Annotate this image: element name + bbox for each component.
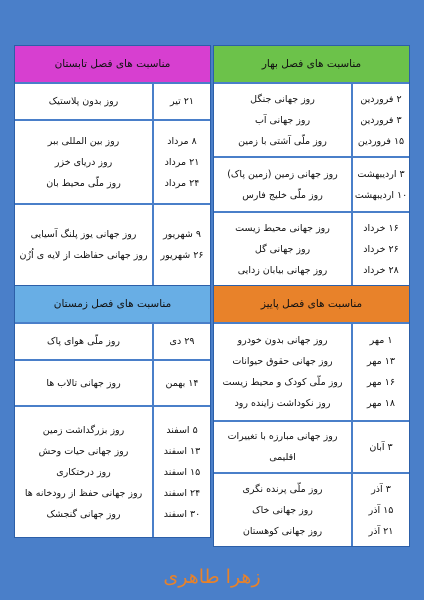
- event-text: روز بزرگداشت زمین: [42, 424, 125, 436]
- event-text: روز جهانی گنجشک: [46, 508, 121, 520]
- event-text: روز جهانی جنگل: [250, 93, 315, 105]
- date-text: ۹ شهریور: [163, 229, 201, 240]
- event-text: روز ملّی پرنده نگری: [242, 483, 323, 495]
- summer-header: مناسبت های فصل تابستان: [15, 46, 210, 84]
- date-text: ۲۸ خرداد: [363, 264, 399, 276]
- date-text: ۱۵ فروردین: [357, 135, 405, 147]
- date-text: ۳۰ اسفند: [163, 508, 201, 520]
- autumn-header: مناسبت های فصل پاییز: [214, 286, 409, 324]
- table-row: [15, 84, 210, 121]
- table-row: [214, 213, 409, 285]
- table-row: [15, 205, 210, 285]
- event-text: روز جهانی آب: [254, 114, 311, 126]
- event-cell: [214, 474, 351, 546]
- event-text: روز جهانی زمین (زمین پاک): [227, 168, 338, 180]
- date-text: ۱ مهر: [369, 335, 393, 346]
- date-cell: [152, 205, 210, 285]
- date-text: ۱۵ آذر: [368, 504, 394, 516]
- event-cell: [214, 213, 351, 285]
- date-text: ۱۸ مهر: [367, 398, 395, 409]
- event-cell: [15, 324, 152, 359]
- event-text: روز جهانی حقوق حیوانات: [232, 356, 333, 367]
- date-text: ۲۴ مرداد: [164, 177, 200, 189]
- date-text: ۱۵ اسفند: [163, 466, 201, 478]
- event-text: روز ملّی کودک و محیط زیست: [222, 377, 343, 388]
- event-text: روز جهانی حفاظت از لایه ی اُزُن: [19, 250, 148, 261]
- event-text: روز جهانی حفظ از رودخانه ها: [24, 487, 143, 499]
- table-row: [214, 422, 409, 474]
- date-cell: [351, 84, 409, 156]
- event-text: روز بدون پلاستیک: [48, 96, 119, 107]
- table-row: [15, 407, 210, 537]
- event-text: روز جهانی گل: [254, 243, 311, 255]
- event-text: روز جهانی تالاب ها: [46, 377, 121, 389]
- table-row: [15, 324, 210, 361]
- event-text: روز جهانی بیابان زدایی: [237, 264, 328, 276]
- event-text: روز ملّی هوای پاک: [47, 336, 121, 347]
- event-text: روز ملّی محیط بان: [46, 177, 121, 189]
- event-text: روز جهانی یوز پلنگ آسیایی: [30, 229, 137, 240]
- date-text: ۵ اسفند: [166, 424, 198, 436]
- autumn-table: [213, 285, 410, 547]
- event-text: روز جهانی محیط زیست: [235, 222, 330, 234]
- event-text: اقلیمی: [269, 452, 296, 463]
- summer-table: [14, 45, 211, 286]
- date-cell: [152, 324, 210, 359]
- table-row: [15, 121, 210, 205]
- date-text: ۱۴ بهمن: [165, 377, 199, 389]
- date-cell: [152, 361, 210, 405]
- date-text: ۱۳ اسفند: [163, 445, 201, 457]
- date-text: ۲۶ شهریور: [160, 250, 204, 261]
- date-cell: [351, 213, 409, 285]
- date-text: ۳ آذر: [371, 483, 391, 495]
- date-text: ۲۱ آذر: [368, 525, 394, 537]
- event-text: روز جهانی حیات وحش: [38, 445, 129, 457]
- event-cell: [15, 205, 152, 285]
- date-text: ۳ فروردین: [360, 114, 402, 126]
- date-text: ۳ اردیبهشت: [357, 168, 405, 180]
- winter-table: [14, 285, 211, 538]
- winter-header: مناسبت های فصل زمستان: [15, 286, 210, 324]
- event-text: روز جهانی خاک: [252, 504, 313, 516]
- event-text: روز ملّی خلیج فارس: [242, 189, 323, 201]
- date-cell: [351, 158, 409, 211]
- event-cell: [214, 158, 351, 211]
- date-text: ۱۶ خرداد: [363, 222, 399, 234]
- table-row: [214, 84, 409, 158]
- event-text: روز نکوداشت زاینده رود: [234, 398, 331, 409]
- date-text: ۸ مرداد: [167, 135, 197, 147]
- date-cell: [351, 422, 409, 472]
- event-cell: [214, 324, 351, 420]
- date-text: ۲۴ اسفند: [163, 487, 201, 499]
- author-name: زهرا طاهری: [163, 566, 261, 588]
- event-cell: [15, 361, 152, 405]
- date-cell: [351, 324, 409, 420]
- event-cell: [214, 84, 351, 156]
- date-text: ۲۹ دی: [169, 336, 195, 347]
- date-cell: [152, 407, 210, 537]
- date-cell: [351, 474, 409, 546]
- event-text: روز جهانی کوهستان: [242, 525, 323, 537]
- table-row: [214, 324, 409, 422]
- event-text: روز بین المللی ببر: [47, 135, 120, 147]
- date-text: ۱۳ مهر: [367, 356, 395, 367]
- date-cell: [152, 84, 210, 119]
- date-cell: [152, 121, 210, 203]
- event-text: روز جهانی بدون خودرو: [237, 335, 328, 346]
- event-cell: [15, 407, 152, 537]
- date-text: ۲۱ مرداد: [164, 156, 200, 168]
- event-text: روز دریای خزر: [54, 156, 113, 168]
- table-row: [214, 474, 409, 546]
- date-text: ۲۱ تیر: [170, 96, 194, 107]
- event-text: روز درختکاری: [56, 466, 111, 478]
- date-text: ۳ آبان: [369, 441, 393, 453]
- event-cell: [214, 422, 351, 472]
- table-row: [15, 361, 210, 407]
- event-text: روز جهانی مبارزه با تغییرات: [227, 431, 338, 442]
- event-text: روز ملّی آشتی با زمین: [238, 135, 327, 147]
- spring-header: مناسبت های فصل بهار: [214, 46, 409, 84]
- date-text: ۱۰ اردیبهشت: [354, 189, 408, 201]
- date-text: ۲۶ خرداد: [363, 243, 399, 255]
- event-cell: [15, 84, 152, 119]
- date-text: ۲ فروردین: [360, 93, 402, 105]
- table-row: [214, 158, 409, 213]
- spring-table: [213, 45, 410, 286]
- event-cell: [15, 121, 152, 203]
- date-text: ۱۶ مهر: [367, 377, 395, 388]
